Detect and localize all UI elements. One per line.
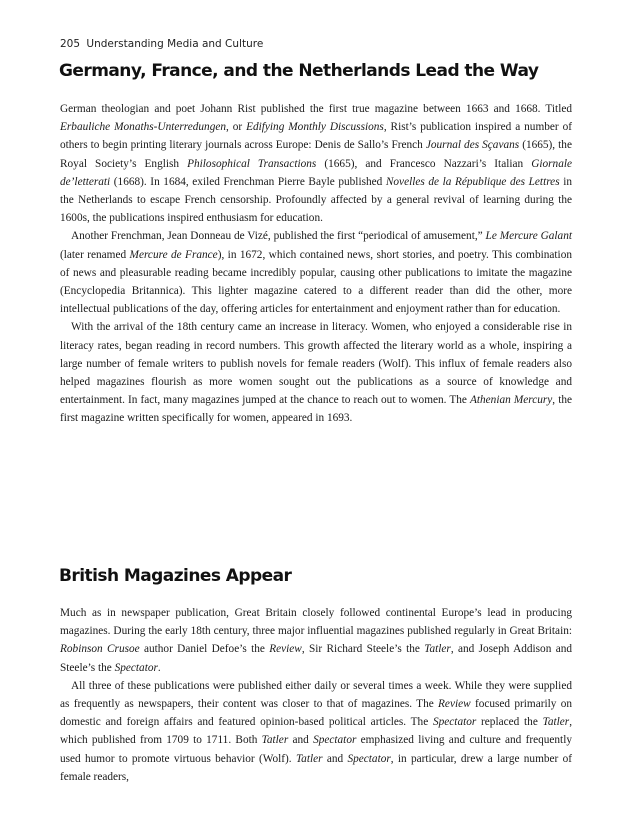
italic-title: Spectator	[313, 734, 357, 747]
paragraph-literacy	[60, 318, 572, 427]
text-run: , which published from 1709 to 1711. Both	[60, 716, 573, 747]
italic-title: Robinson Crusoe	[60, 643, 140, 656]
text-run: (1665), the Royal Society’s English	[60, 139, 572, 170]
italic-title: Review	[269, 643, 302, 656]
paragraph-mercure-galant	[60, 227, 572, 318]
italic-title: Tatler	[295, 752, 323, 765]
italic-title: Tatler	[424, 643, 451, 656]
section-body-germany-france-netherlands	[60, 100, 572, 428]
text-run: , in particular, drew a large number of female readers,	[60, 752, 572, 783]
italic-title: Athenian Mercury	[469, 394, 553, 407]
italic-title: Review	[438, 698, 471, 711]
italic-title: Tatler	[261, 734, 289, 747]
italic-title: Spectator	[347, 752, 391, 765]
text-run: and	[288, 734, 314, 747]
paragraph-rist	[60, 100, 572, 227]
text-run: , Rist’s publication inspired a number of others to begin printing literary journals across Europe: Denis de Sallo’s French	[60, 121, 572, 152]
italic-title: Mercure de France	[129, 248, 218, 261]
text-run: Another Frenchman, Jean Donneau de Vizé, published the first “periodical of amusement,”	[71, 230, 486, 243]
italic-title: Edifying Monthly Discussions	[246, 121, 384, 134]
text-run: and	[322, 752, 348, 765]
text-run: emphasized living and culture and frequently used humor to promote virtuous behavior (Wolf).	[60, 734, 572, 765]
running-header	[60, 38, 263, 50]
paragraph-great-britain	[60, 604, 572, 677]
text-run: Much as in newspaper publication, Great Britain closely followed continental Europe’s lead in producing magazines. During the early 18th century, three major influential magazines published regularly in Great Britain:	[60, 607, 572, 638]
italic-title: Tatler	[542, 716, 570, 729]
text-run: German theologian and poet Johann Rist published the first true magazine between 1663 and 1668. Titled	[60, 103, 572, 115]
section-heading-british-magazines: British Magazines Appear	[59, 566, 292, 586]
text-run: , Sir Richard Steele’s the	[301, 643, 425, 656]
italic-title: Giornale de’letterati	[60, 157, 573, 188]
text-run: (later renamed	[60, 248, 130, 261]
text-run: With the arrival of the 18th century came an increase in literacy. Women, who enjoyed a considerable rise in literacy rates, began reading in record numbers. This growth affected the literary world as a whole, inspiring a large number of female writers to publish novels for female readers (Wolf). This influx of female readers also helped magazines flourish as more women sought out the publications as a source of knowledge and entertainment. In fact, many magazines jumped at the chance to reach out to women. The	[60, 321, 572, 407]
text-run: (1668). In 1684, exiled Frenchman Pierre Bayle published	[110, 175, 386, 188]
text-run: author Daniel Defoe’s the	[139, 643, 270, 656]
text-run: All three of these publications were published either daily or several times a week. While they were supplied as frequently as newspapers, their content was closer to that of magazines. The	[60, 679, 572, 711]
text-run: , or	[226, 121, 247, 134]
italic-title: Spectator	[432, 716, 477, 729]
italic-title: Philosophical Transactions	[187, 157, 317, 170]
text-run: , and Joseph Addison and Steele’s the	[60, 643, 573, 674]
italic-title: Erbauliche Monaths-Unterredungen	[60, 121, 227, 134]
text-run: in the Netherlands to escape French censorship. Profoundly affected by a general revival of learning during the 1600s, the publications inspired enthusiasm for education.	[60, 175, 572, 225]
italic-title: Spectator	[114, 661, 158, 674]
text-run: ), in 1672, which contained news, short stories, and poetry. This combination of news and pleasurable reading became incredibly popular, causing other publications to imitate the magazine (Encyclopedia Britannica). This lighter magazine catered to a different reader than did the other, more intellectual publications of the day, offering articles for entertainment and enjoyment rather than for education.	[60, 248, 572, 316]
text-run: (1665), and Francesco Nazzari’s Italian	[316, 157, 532, 170]
text-run: focused primarily on domestic and foreign affairs and featured opinion-based political articles. The	[60, 698, 572, 729]
text-run: replaced the	[476, 716, 543, 729]
text-run: .	[157, 661, 161, 674]
page-number: 205	[60, 38, 81, 50]
section-heading-germany-france-netherlands: Germany, France, and the Netherlands Lead the Way	[59, 61, 539, 81]
italic-title: Journal des Sçavans	[425, 139, 520, 152]
section-body-british-magazines	[60, 604, 572, 786]
italic-title: Novelles de la République des Lettres	[385, 175, 560, 188]
text-run: , the first magazine written specifically for women, appeared in 1693.	[60, 394, 572, 425]
paragraph-publications	[60, 677, 572, 786]
book-title: Understanding Media and Culture	[86, 38, 264, 50]
italic-title: Le Mercure Galant	[485, 230, 572, 243]
